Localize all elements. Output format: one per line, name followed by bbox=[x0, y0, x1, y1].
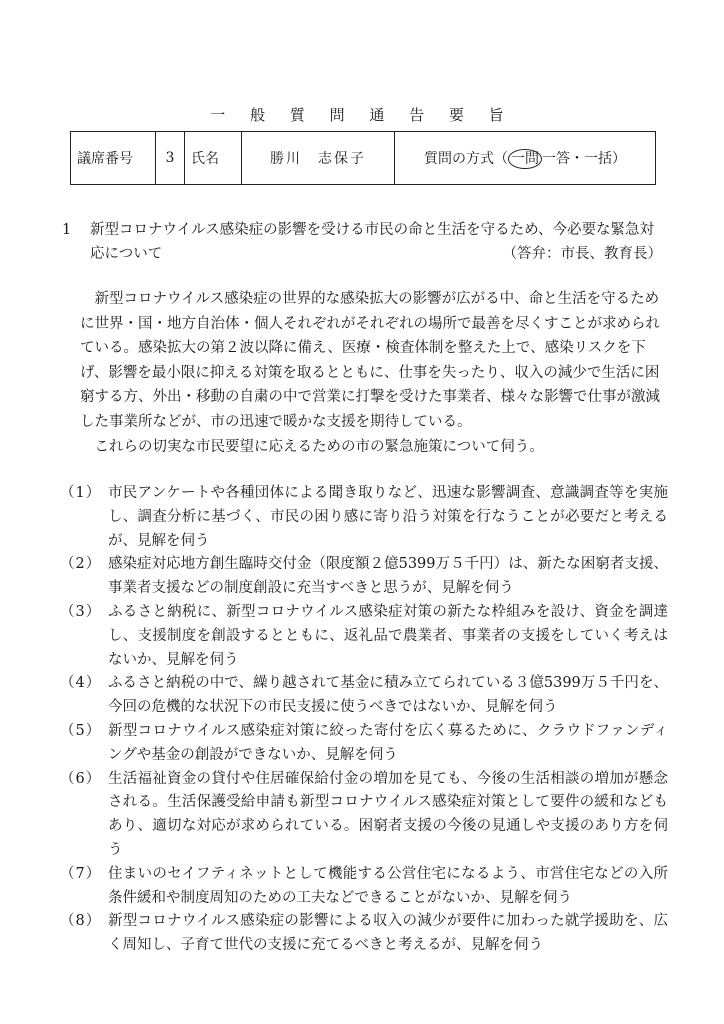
header-row bbox=[71, 132, 656, 185]
question-item bbox=[60, 482, 668, 553]
topic-text: 新型コロナウイルス感染症の影響を受ける市民の命と生活を守るため、今必要な緊急対応について bbox=[90, 222, 655, 262]
question-item bbox=[60, 553, 668, 601]
seat-number: 3 bbox=[156, 132, 185, 185]
header-table bbox=[70, 131, 656, 185]
question-number: （8） bbox=[60, 913, 102, 930]
method-open-paren: （ bbox=[494, 150, 508, 167]
question-item bbox=[60, 601, 668, 672]
name-value: 勝川 志保子 bbox=[242, 132, 395, 185]
method-rest: 一答・一括） bbox=[542, 150, 626, 167]
question-text: 新型コロナウイルス感染症の影響による収入の減少が要件に加わった就学援助を、広く周知し、子育て世代の支援に充てるべきと考えるが、見解を伺う bbox=[108, 913, 668, 954]
question-item bbox=[60, 768, 668, 863]
name-label: 氏名 bbox=[185, 132, 242, 185]
question-text: 感染症対応地方創生臨時交付金（限度額２億5399万５千円）は、新たな困窮者支援、事業者支援などの制度創設に充当すべきと思うが、見解を伺う bbox=[108, 556, 668, 597]
intro-body bbox=[80, 287, 660, 459]
topic-number: 1 bbox=[62, 222, 72, 238]
question-number: （1） bbox=[60, 485, 102, 501]
question-text: 生活福祉資金の貸付や住居確保給付金の増加を見ても、今後の生活相談の増加が懸念される。生活保護受給申請も新型コロナウイルス感染症対策として要件の緩和などもあり、適切な対応が求められている。困窮者支援の今後の見通しや支援のあり方を伺う bbox=[108, 770, 668, 858]
question-item bbox=[60, 720, 668, 768]
intro-paragraph-1: 新型コロナウイルス感染症の世界的な感染拡大の影響が広がる中、命と生活を守るために世界・国・地方自治体・個人それぞれがそれぞれの場所で最善を尽くすことが求められている。感染拡大の第２波以降に備え、医療・検査体制を整えた上で、感染リスクを下げ、影響を最小限に抑える対策を取るとともに、仕事を失ったり、収入の減少で生活に困窮する方、外出・移動の自粛の中で営業に打撃を受けた事業者、様々な影響で仕事が激減した事業所などが、市の迅速で暖かな支援を期待している。 bbox=[80, 291, 660, 430]
question-list bbox=[60, 482, 668, 958]
question-item bbox=[60, 863, 668, 911]
question-item bbox=[60, 910, 668, 958]
question-text: 新型コロナウイルス感染症対策に絞った寄付を広く募るために、クラウドファンディングや基金の創設ができないか、見解を伺う bbox=[108, 722, 668, 763]
topic-heading bbox=[62, 218, 662, 266]
question-number: （5） bbox=[60, 722, 102, 739]
intro-paragraph-2: これらの切実な市民要望に応えるための市の緊急施策について伺う。 bbox=[94, 438, 544, 455]
question-text: ふるさと納税の中で、繰り越されて基金に積み立てられている３億5399万５千円を、今回の危機的な状況下の市民支援に使うべきではないか、見解を伺う bbox=[108, 675, 668, 716]
question-number: （4） bbox=[60, 675, 102, 692]
seat-label: 議席番号 bbox=[71, 132, 156, 185]
document-title: 一 般 質 問 通 告 要 旨 bbox=[210, 106, 514, 124]
question-number: （2） bbox=[60, 556, 102, 573]
question-number: （3） bbox=[60, 603, 102, 620]
question-text: 市民アンケートや各種団体による聞き取りなど、迅速な影響調査、意識調査等を実施し、調査分析に基づく、市民の困り感に寄り沿う対策を行なうことが必要だと考えるが、見解を伺う bbox=[108, 485, 668, 549]
respondents: （答弁：市長、教育長） bbox=[502, 246, 662, 262]
question-number: （6） bbox=[60, 770, 102, 787]
method-selected-circled: 一問 bbox=[508, 149, 542, 169]
question-method-cell bbox=[395, 132, 656, 185]
question-item bbox=[60, 672, 668, 720]
question-number: （7） bbox=[60, 865, 102, 882]
method-label: 質問の方式 bbox=[424, 150, 494, 167]
question-text: 住まいのセイフティネットとして機能する公営住宅になるよう、市営住宅などの入所条件緩和や制度周知のための工夫などできることがないか、見解を伺う bbox=[108, 865, 668, 906]
question-text: ふるさと納税に、新型コロナウイルス感染症対策の新たな枠組みを設け、資金を調達し、支援制度を創設するとともに、返礼品で農業者、事業者の支援をしていく考えはないか、見解を伺う bbox=[108, 603, 668, 668]
